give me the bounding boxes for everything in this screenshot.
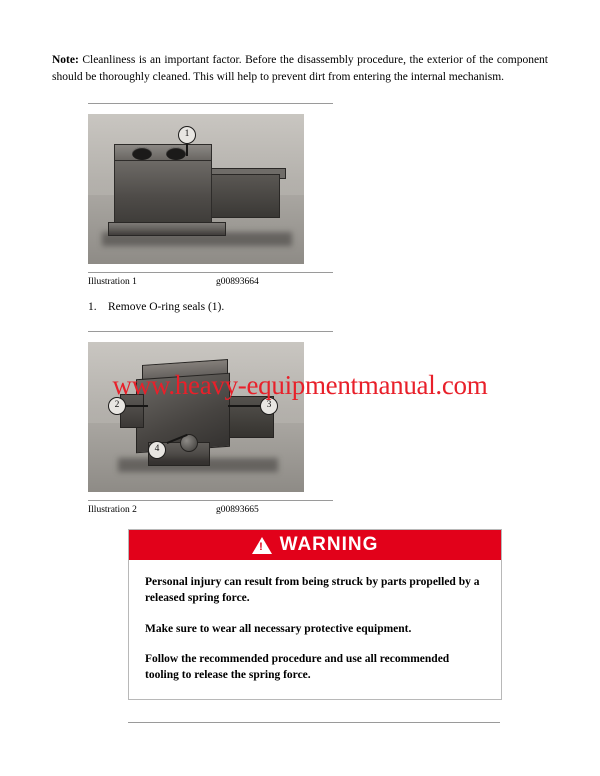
step-number: 1. — [88, 301, 97, 314]
warning-body — [129, 560, 501, 698]
figure-2-image — [88, 342, 304, 492]
note-label: Note: — [52, 54, 79, 66]
figure-1-graphic-id: g00893664 — [216, 277, 259, 288]
photo-shadow — [102, 232, 292, 246]
figure-2-bottom-rule — [88, 500, 333, 501]
callout-2-leader — [126, 405, 148, 407]
warning-paragraph-1: Personal injury can result from being struck by parts propelled by a released spring force. — [145, 576, 480, 605]
figure-2-label: Illustration 2 — [88, 505, 137, 516]
figure-2-top-rule — [88, 331, 333, 332]
warning-triangle-icon — [252, 537, 272, 554]
warning-paragraph-2: Make sure to wear all necessary protective equipment. — [145, 622, 412, 635]
figure-1-label: Illustration 1 — [88, 277, 137, 288]
warning-title: WARNING — [279, 534, 379, 556]
figure-2 — [52, 331, 548, 515]
figure-1 — [52, 103, 548, 287]
warning-paragraph-3: Follow the recommended procedure and use all recommended tooling to release the spring force. — [145, 652, 450, 681]
figure-bottom-rule — [88, 272, 333, 273]
callout-1-leader — [186, 142, 188, 156]
callout-3-leader — [228, 405, 260, 407]
step-text: Remove O-ring seals (1). — [108, 301, 225, 314]
note-text: Cleanliness is an important factor. Before the disassembly procedure, the exterior of the component should be thoroughly cleaned. This will help to prevent dirt from entering the internal mechanism. — [52, 54, 548, 83]
warning-header — [129, 530, 501, 560]
callout-1: 1 — [178, 126, 196, 144]
figure-1-caption — [88, 277, 333, 287]
callout-3: 3 — [260, 397, 278, 415]
step-item — [88, 301, 548, 313]
figure-2-caption — [88, 505, 333, 515]
figure-top-rule — [88, 103, 333, 104]
note-paragraph — [52, 52, 548, 85]
watermark-text: www.heavy-equipmentmanual.com — [112, 370, 488, 400]
warning-box — [128, 529, 502, 699]
page-bottom-rule — [128, 722, 500, 723]
figure-1-image — [88, 114, 304, 264]
callout-2: 2 — [108, 397, 126, 415]
callout-4: 4 — [148, 441, 166, 459]
valve-right-block — [208, 174, 280, 218]
photo-shadow-2 — [118, 458, 278, 472]
figure-2-graphic-id: g00893665 — [216, 505, 259, 516]
valve-body — [114, 160, 212, 228]
